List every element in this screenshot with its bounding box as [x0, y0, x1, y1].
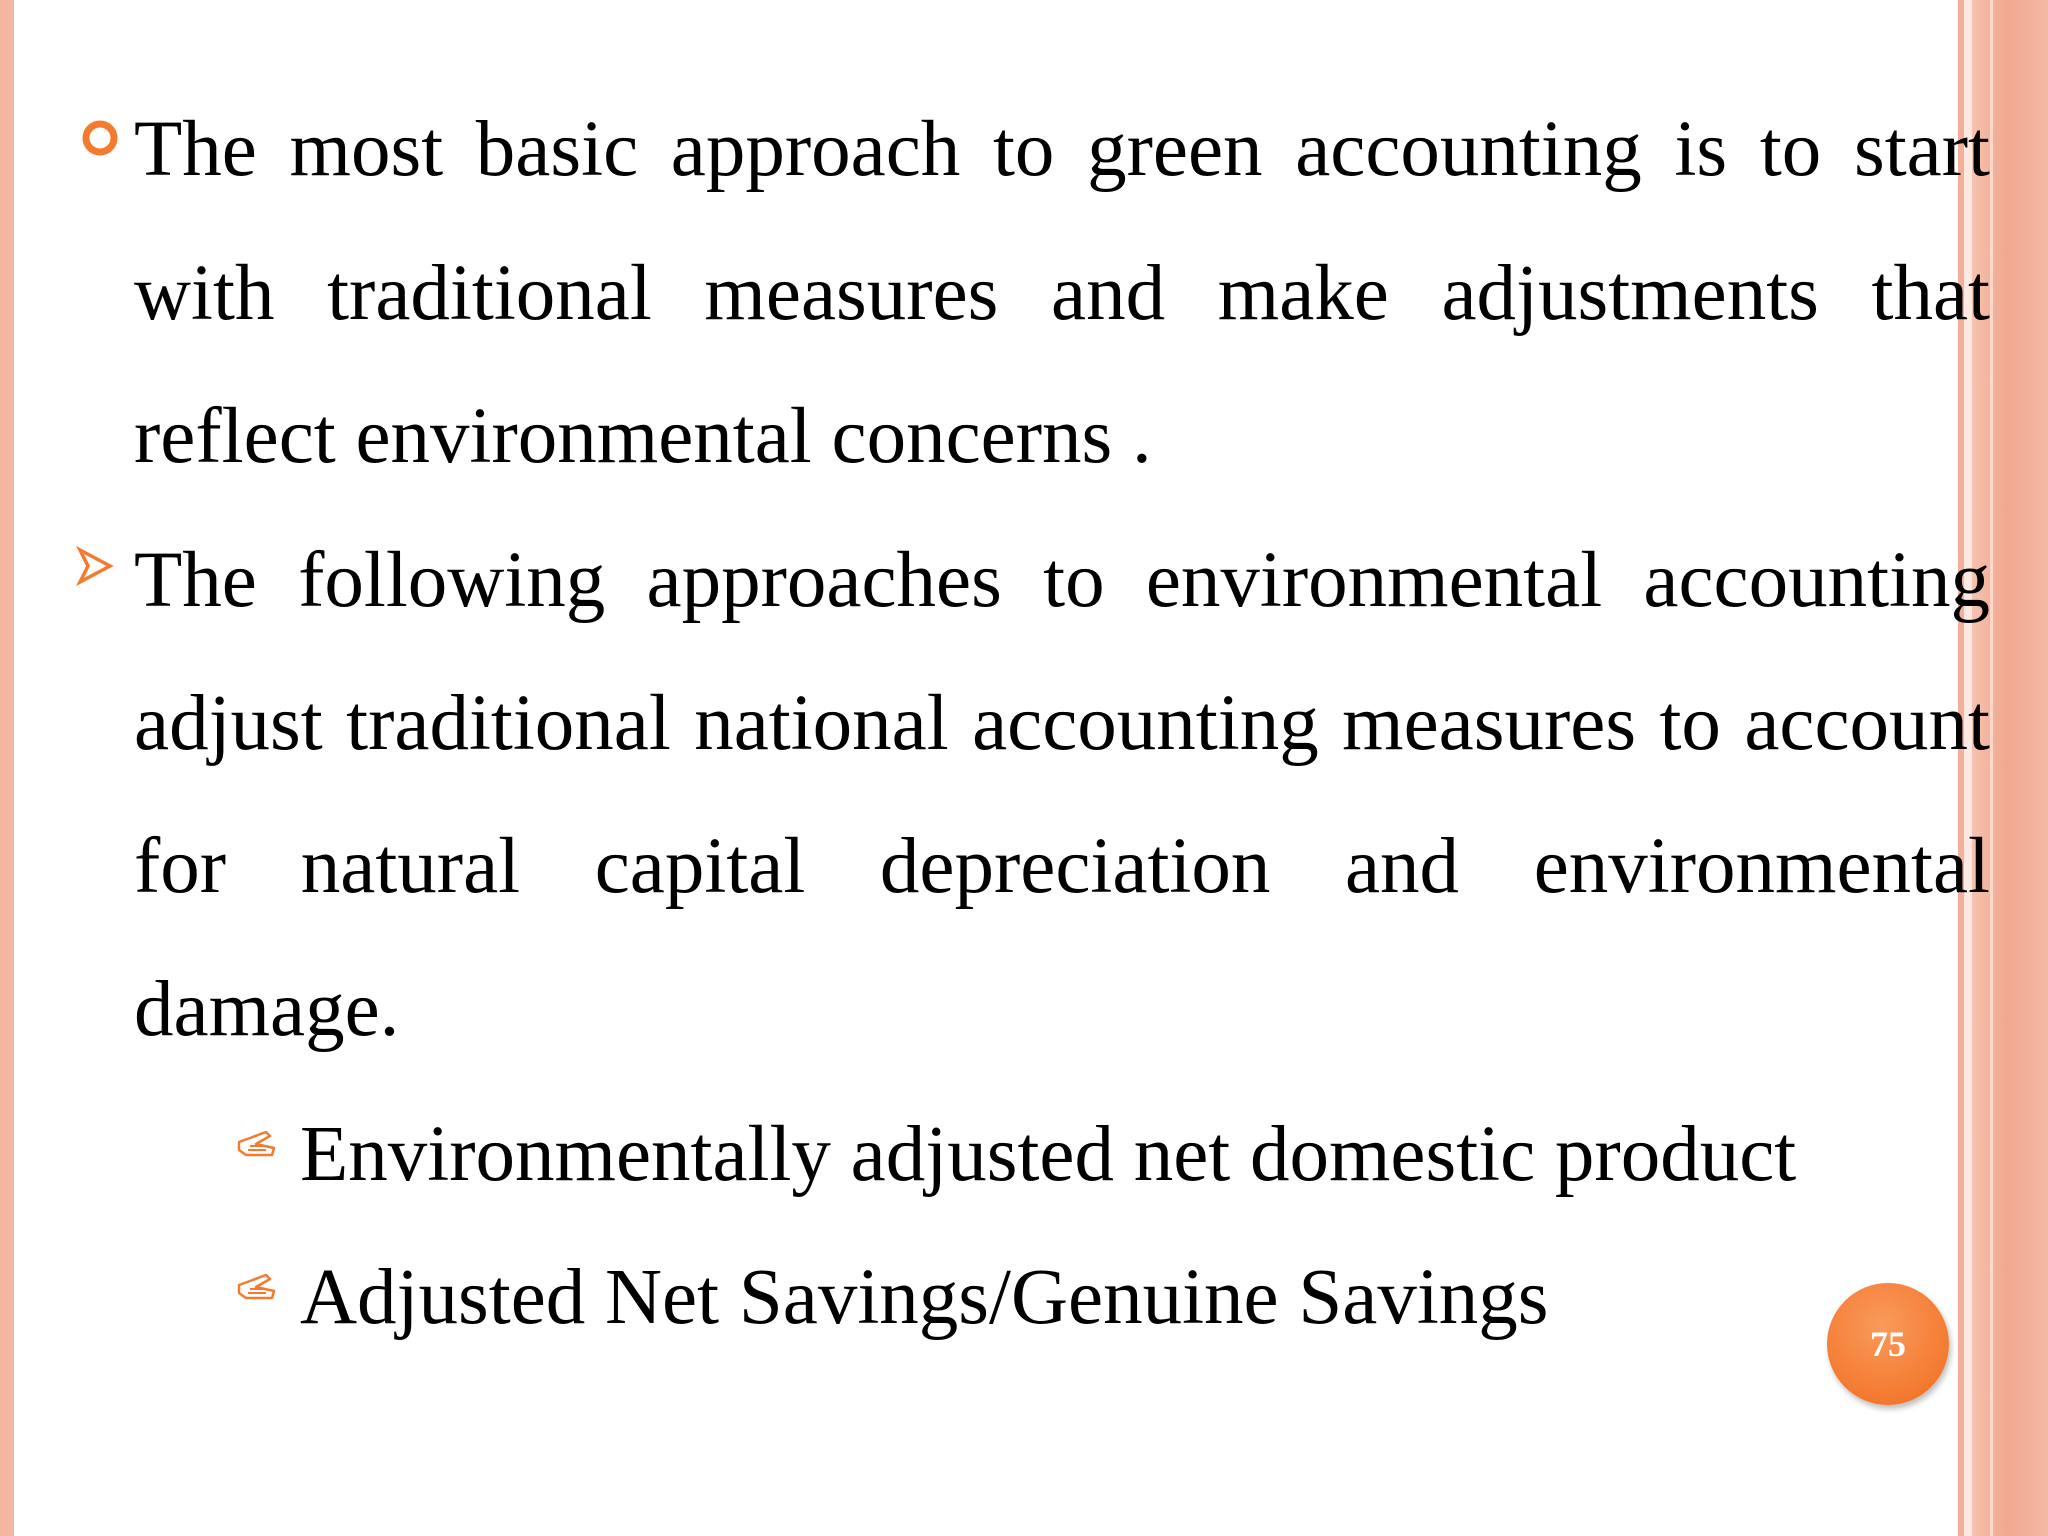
page-number-badge: [1827, 1283, 1949, 1405]
right-border-highlight: [1990, 0, 1993, 1536]
right-border-band: [1972, 0, 2048, 1536]
right-border-gap: [1964, 0, 1972, 1536]
sub-item-1: Environmentally adjusted net domestic product: [300, 1111, 1797, 1198]
writing-hand-icon: [236, 1271, 278, 1303]
arrow-bullet-icon: [76, 546, 114, 586]
bullet2-line-1: The following approaches to environmental accounting: [134, 537, 1990, 624]
page-number: 75: [1870, 1324, 1906, 1364]
bullet1-line-2: with traditional measures and make adjustments that: [134, 250, 1990, 337]
bullet1-line-1: The most basic approach to green accounting is to start: [134, 106, 1990, 193]
bullet2-line-3: for natural capital depreciation and environmental: [134, 823, 1990, 910]
circle-bullet-icon: [80, 118, 120, 158]
sub-item-2: Adjusted Net Savings/Genuine Savings: [300, 1254, 1549, 1341]
left-border: [0, 0, 14, 1536]
bullet1-line-3: reflect environmental concerns .: [134, 393, 1152, 480]
writing-hand-icon: [236, 1128, 278, 1160]
bullet2-line-2: adjust traditional national accounting measures to account: [134, 680, 1990, 767]
bullet2-line-4: damage.: [134, 966, 400, 1053]
